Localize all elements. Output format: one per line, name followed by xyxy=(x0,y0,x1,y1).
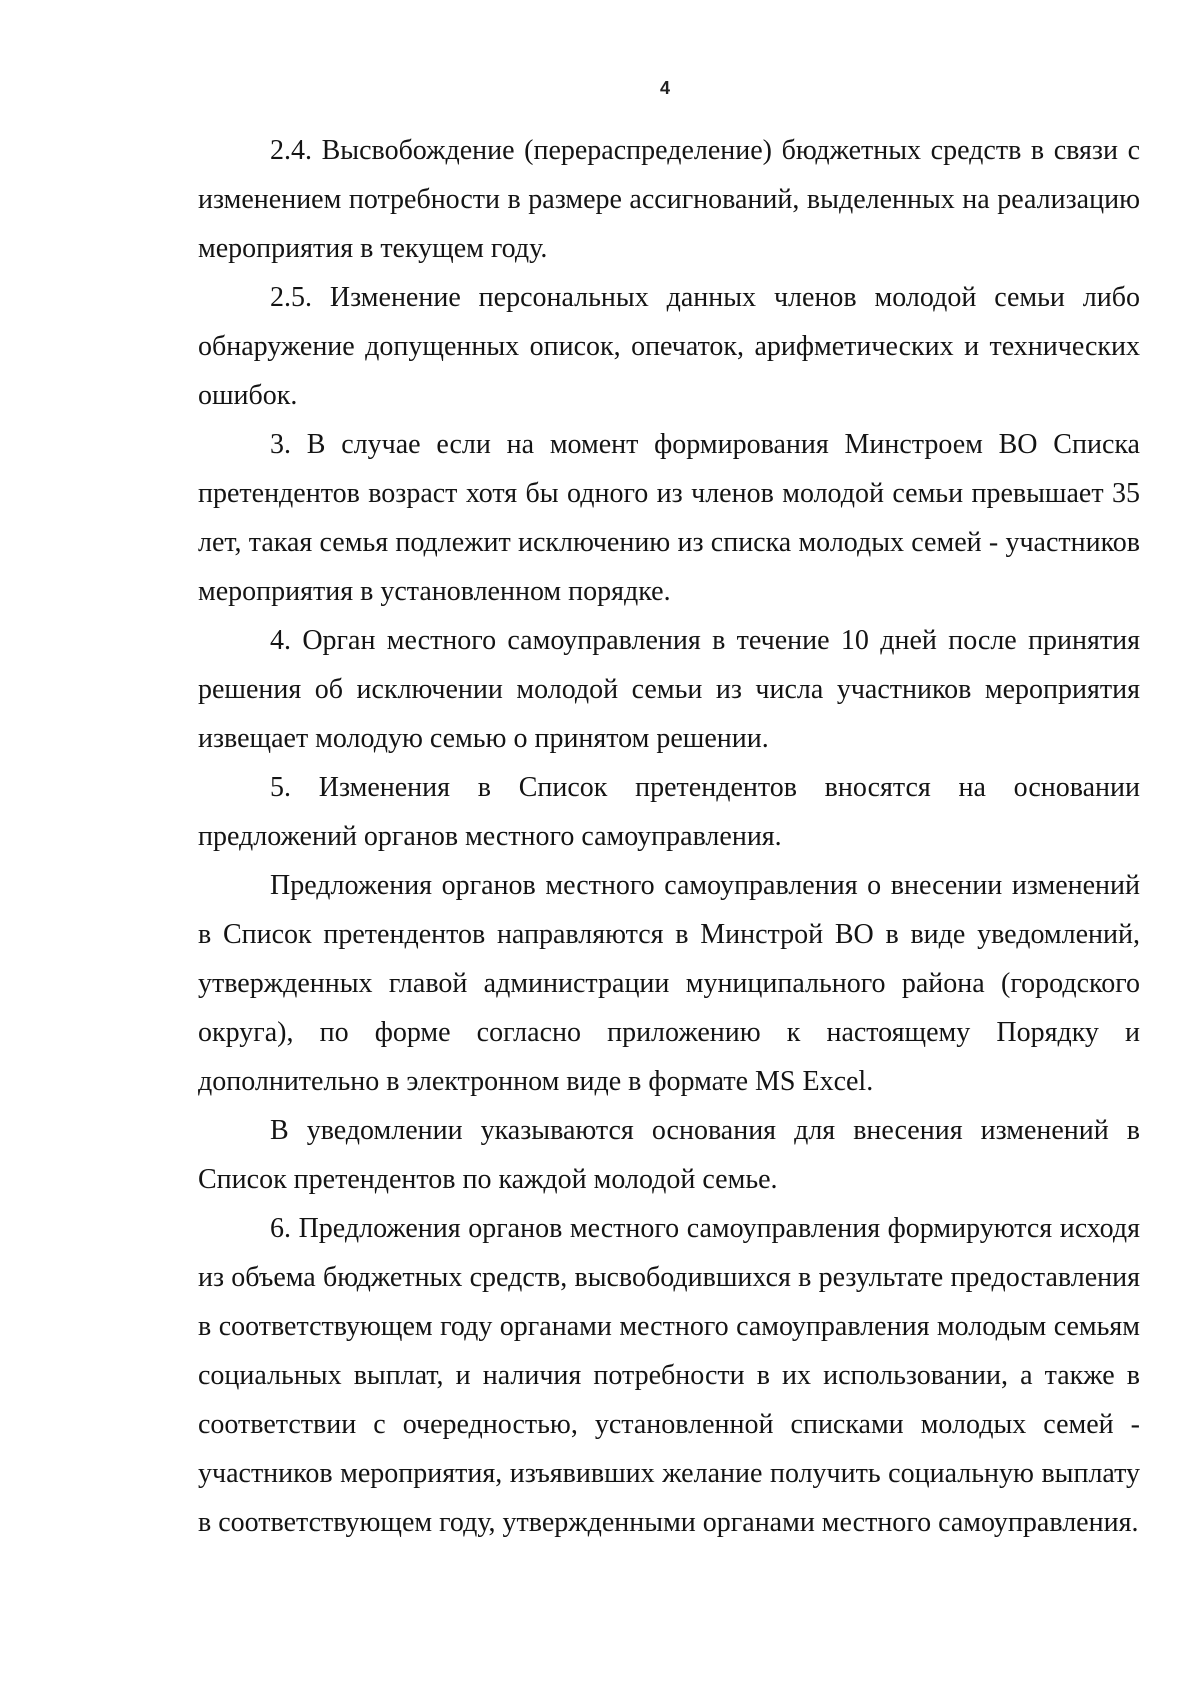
paragraph-4: 4. Орган местного самоуправления в течение 10 дней после принятия решения об исключении молодой семьи из числа участников мероприятия извещает молодую семью о принятом решении. xyxy=(198,625,1140,754)
paragraph-2-4: 2.4. Высвобождение (перераспределение) бюджетных средств в связи с изменением потребности в размере ассигнований, выделенных на реализацию мероприятия в текущем году. xyxy=(198,135,1140,264)
paragraph-3: 3. В случае если на момент формирования Минстроем ВО Списка претендентов возраст хотя бы одного из членов молодой семьи превышает 35 лет, такая семья подлежит исключению из списка молодых семей - участников мероприятия в установленном порядке. xyxy=(198,429,1140,607)
document-body xyxy=(198,126,1140,1547)
paragraph-5-notice: В уведомлении указываются основания для внесения изменений в Список претендентов по каждой молодой семье. xyxy=(198,1115,1140,1195)
paragraph-5: 5. Изменения в Список претендентов вносятся на основании предложений органов местного самоуправления. xyxy=(198,772,1140,852)
paragraph-5-proposals: Предложения органов местного самоуправления о внесении изменений в Список претендентов направляются в Минстрой ВО в виде уведомлений, утвержденных главой администрации муниципального района (городского округа), по форме согласно приложению к настоящему Порядку и дополнительно в электронном виде в формате MS Excel. xyxy=(198,870,1140,1097)
paragraph-2-5: 2.5. Изменение персональных данных членов молодой семьи либо обнаружение допущенных описок, опечаток, арифметических и технических ошибок. xyxy=(198,282,1140,411)
paragraph-6: 6. Предложения органов местного самоуправления формируются исходя из объема бюджетных средств, высвободившихся в результате предоставления в соответствующем году органами местного самоуправления молодым семьям социальных выплат, и наличия потребности в их использовании, а также в соответствии с очередностью, установленной списками молодых семей - участников мероприятия, изъявивших желание получить социальную выплату в соответствующем году, утвержденными органами местного самоуправления. xyxy=(198,1213,1140,1538)
page-number: 4 xyxy=(659,78,670,98)
